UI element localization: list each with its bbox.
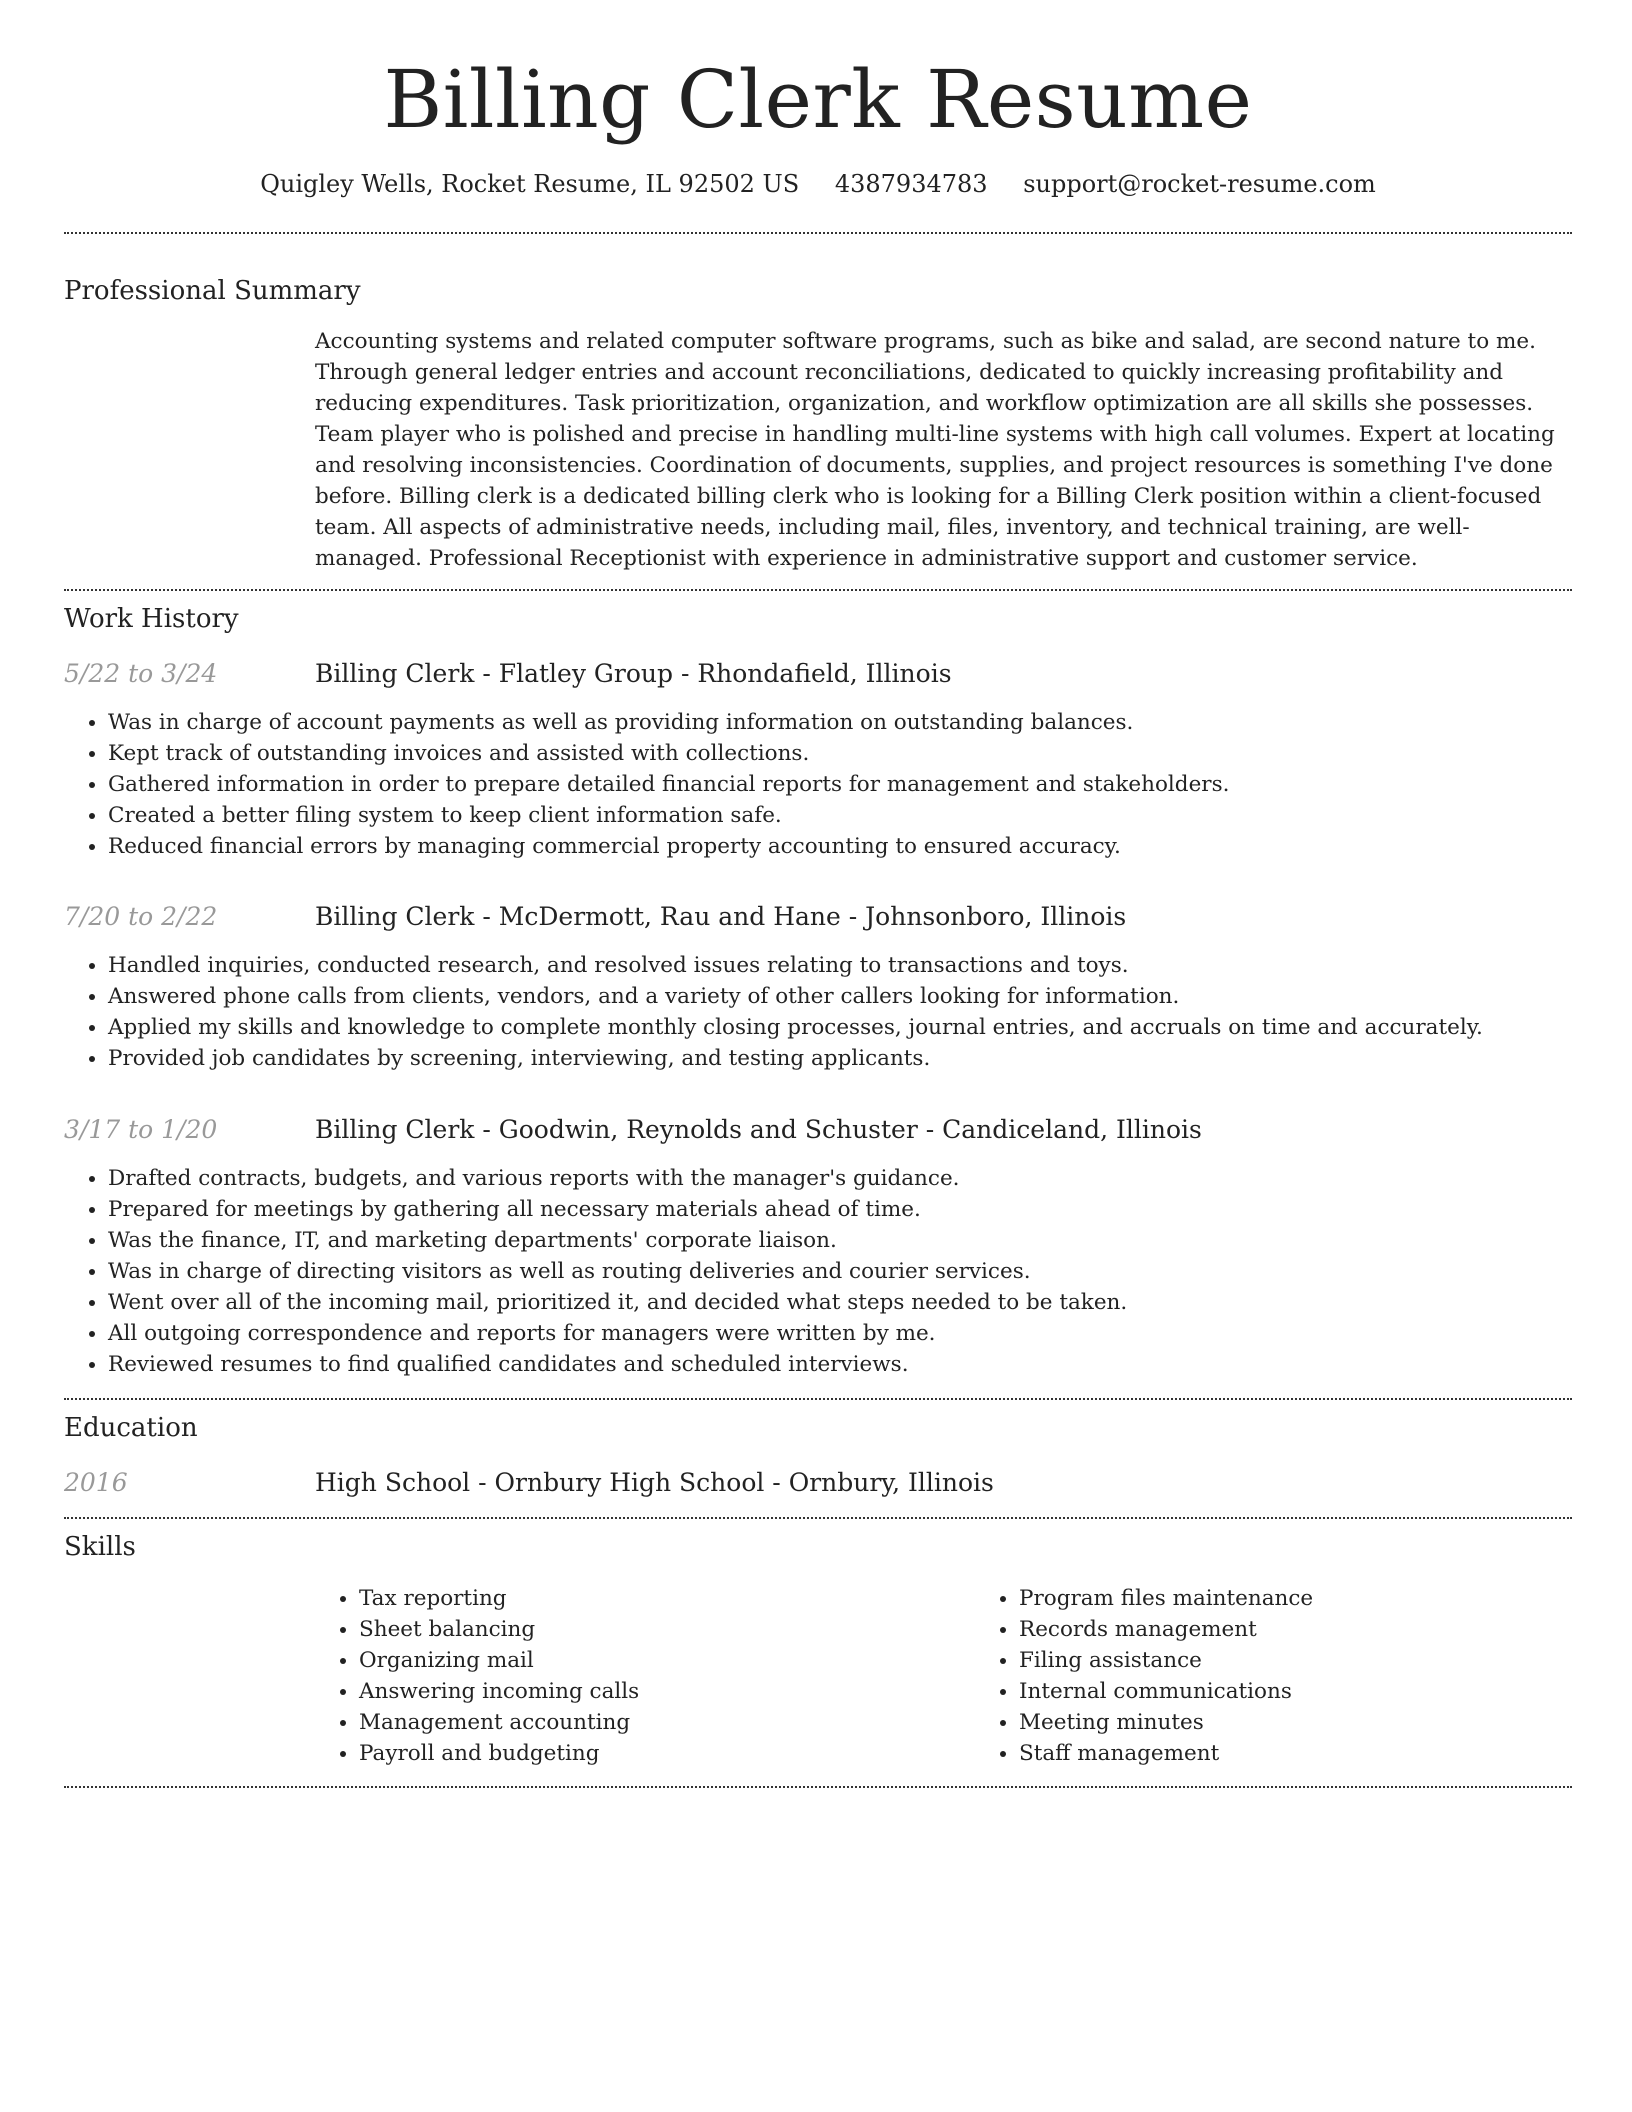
list-item: • All outgoing correspondence and reports for managers were written by me. xyxy=(108,1318,1572,1349)
list-item: • Answered phone calls from clients, vendors, and a variety of other callers looking for information. xyxy=(108,981,1572,1012)
list-item: • Reviewed resumes to find qualified candidates and scheduled interviews. xyxy=(108,1349,1572,1380)
skills-heading: Skills xyxy=(64,1532,136,1562)
skill-item: • Organizing mail xyxy=(359,1645,975,1676)
list-item: • Was in charge of account payments as well as providing information on outstanding balances. xyxy=(108,707,1572,738)
job-bullets xyxy=(64,1163,1572,1380)
job-entry xyxy=(64,901,1572,1074)
skill-item: • Staff management xyxy=(1019,1738,1632,1769)
list-item: • Handled inquiries, conducted research, and resolved issues relating to transactions and toys. xyxy=(108,950,1572,981)
job-entry xyxy=(64,658,1572,862)
skill-item: • Internal communications xyxy=(1019,1676,1632,1707)
list-item: • Provided job candidates by screening, interviewing, and testing applicants. xyxy=(108,1043,1572,1074)
job-header xyxy=(64,658,1572,690)
section-divider xyxy=(64,1398,1572,1400)
education-entry xyxy=(64,1467,1572,1499)
contact-email: support@rocket-resume.com xyxy=(1023,170,1376,198)
section-divider xyxy=(64,1517,1572,1519)
resume-page xyxy=(64,0,1572,1788)
job-bullets xyxy=(64,707,1572,862)
summary-heading: Professional Summary xyxy=(64,276,361,306)
skill-item: • Meeting minutes xyxy=(1019,1707,1632,1738)
education-heading: Education xyxy=(64,1413,198,1443)
contact-line xyxy=(64,168,1572,200)
job-title: Billing Clerk - Goodwin, Reynolds and Schuster - Candiceland, Illinois xyxy=(315,1115,1202,1144)
job-title: Billing Clerk - Flatley Group - Rhondafield, Illinois xyxy=(315,659,952,688)
job-header xyxy=(64,901,1572,933)
section-divider xyxy=(64,589,1572,591)
skill-item: • Sheet balancing xyxy=(359,1614,975,1645)
skill-item: • Tax reporting xyxy=(359,1583,975,1614)
job-bullets xyxy=(64,950,1572,1074)
skill-item: • Answering incoming calls xyxy=(359,1676,975,1707)
resume-title: Billing Clerk Resume xyxy=(383,53,1253,146)
skill-item: • Program files maintenance xyxy=(1019,1583,1632,1614)
skills-list-left xyxy=(315,1583,975,1769)
list-item: • Prepared for meetings by gathering all necessary materials ahead of time. xyxy=(108,1194,1572,1225)
skill-item: • Filing assistance xyxy=(1019,1645,1632,1676)
list-item: • Drafted contracts, budgets, and various reports with the manager's guidance. xyxy=(108,1163,1572,1194)
section-divider xyxy=(64,232,1572,234)
list-item: • Applied my skills and knowledge to complete monthly closing processes, journal entries, and accruals on time and accurately. xyxy=(108,1012,1572,1043)
job-dates: 7/20 to 2/22 xyxy=(64,902,218,931)
education-year: 2016 xyxy=(64,1468,128,1497)
education-title: High School - Ornbury High School - Ornbury, Illinois xyxy=(315,1468,994,1497)
list-item: • Went over all of the incoming mail, prioritized it, and decided what steps needed to be taken. xyxy=(108,1287,1572,1318)
job-dates: 3/17 to 1/20 xyxy=(64,1115,218,1144)
contact-phone: 4387934783 xyxy=(834,170,988,198)
list-item: • Reduced financial errors by managing commercial property accounting to ensured accuracy. xyxy=(108,831,1572,862)
work-history-heading: Work History xyxy=(64,604,239,634)
job-dates: 5/22 to 3/24 xyxy=(64,659,218,688)
list-item: • Kept track of outstanding invoices and assisted with collections. xyxy=(108,738,1572,769)
section-divider xyxy=(64,1786,1572,1788)
skills-columns xyxy=(315,1583,1572,1769)
contact-address: Quigley Wells, Rocket Resume, IL 92502 US xyxy=(260,170,800,198)
list-item: • Created a better filing system to keep client information safe. xyxy=(108,800,1572,831)
job-entry xyxy=(64,1114,1572,1380)
skills-list-right xyxy=(975,1583,1632,1769)
list-item: • Gathered information in order to prepare detailed financial reports for management and stakeholders. xyxy=(108,769,1572,800)
skill-item: • Payroll and budgeting xyxy=(359,1738,975,1769)
list-item: • Was in charge of directing visitors as well as routing deliveries and courier services. xyxy=(108,1256,1572,1287)
skill-item: • Records management xyxy=(1019,1614,1632,1645)
skill-item: • Management accounting xyxy=(359,1707,975,1738)
summary-text: Accounting systems and related computer software programs, such as bike and salad, are second nature to me. Through general ledger entries and account reconciliations, dedicated to quickly increasing profitability and reducing expenditures. Task prioritization, organization, and workflow optimization are all skills she possesses. Team player who is polished and precise in handling multi-line systems with high call volumes. Expert at locating and resolving inconsistencies. Coordination of documents, supplies, and project resources is something I've done before. Billing clerk is a dedicated billing clerk who is looking for a Billing Clerk position within a client-focused team. All aspects of administrative needs, including mail, files, inventory, and technical training, are well-managed. Professional Receptionist with experience in administrative support and customer service. xyxy=(315,329,1555,571)
job-title: Billing Clerk - McDermott, Rau and Hane - Johnsonboro, Illinois xyxy=(315,902,1127,931)
list-item: • Was the finance, IT, and marketing departments' corporate liaison. xyxy=(108,1225,1572,1256)
job-header xyxy=(64,1114,1572,1146)
